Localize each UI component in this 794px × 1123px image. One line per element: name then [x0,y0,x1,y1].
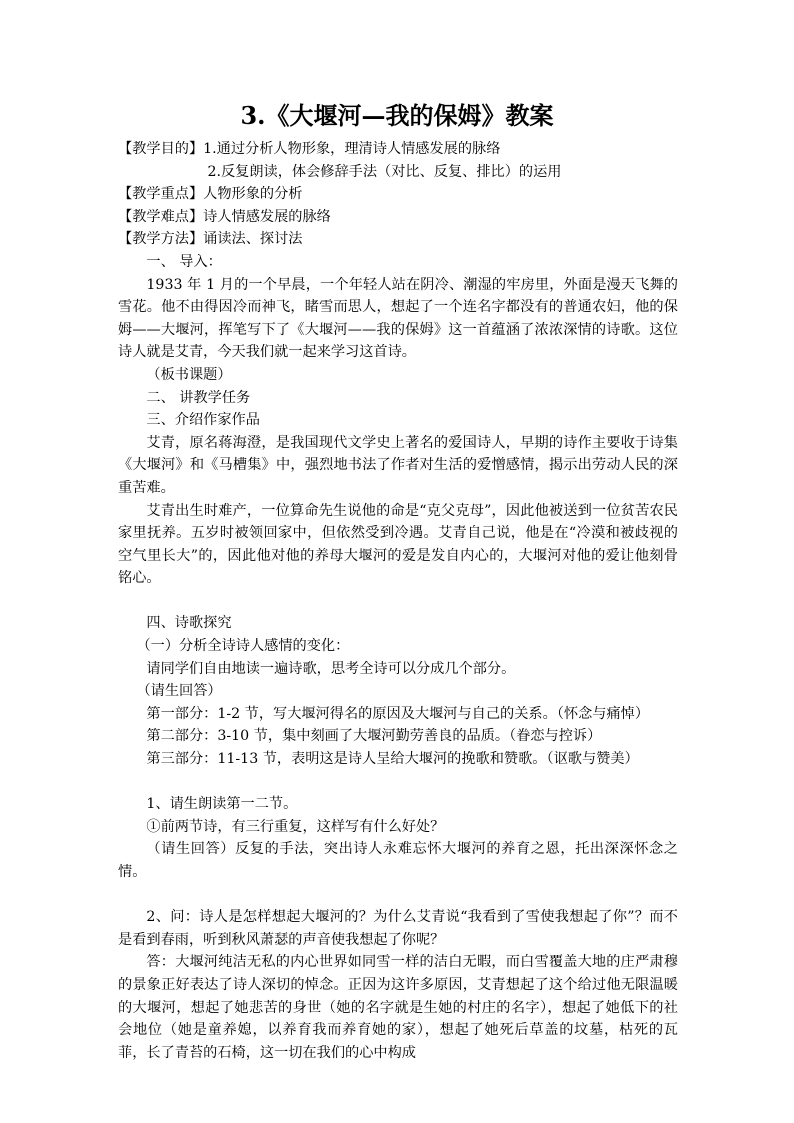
document-title: 3.《大堰河—我的保姆》教案 [240,101,554,130]
goal-2: 2.反复朗读，体会修辞手法（对比、反复、排比）的运用 [207,163,562,180]
difficulty-label: 【教学难点】 [118,208,204,225]
teaching-difficulty-row [118,206,678,229]
student-answer-note: （请生回答） [136,683,222,700]
document-body [118,138,678,1064]
question-1-text: ①前两节诗，有三行重复，这样写有什么好处？ [146,818,445,835]
section-heading-exploration: 四、诗歌探究 [146,615,232,632]
focus-label: 【教学重点】 [118,186,204,203]
teaching-focus-row [118,183,678,206]
poem-part-1: 第一部分：1-2 节，写大堰河得名的原因及大堰河与自己的关系。（怀念与痛悼） [146,705,650,722]
goal-1: 1.通过分析人物形象，理清诗人情感发展的脉络 [203,141,501,157]
subsection-heading: （一）分析全诗诗人感情的变化： [136,638,350,655]
question-1-answer: （请生回答）反复的手法，突出诗人永难忘怀大堰河的养育之恩，托出深深怀念之情。 [118,841,678,880]
question-2-text: 2、问：诗人是怎样想起大堰河的？为什么艾青说“我看到了雪使我想起了你”？而不是看到春雨，听到秋风萧瑟的声音使我想起了你呢？ [118,909,678,948]
board-note: （板书课题） [146,366,232,383]
section-heading-author: 三、介绍作家作品 [146,412,260,429]
blank-line [118,590,678,613]
section-heading-intro: 一、 导入： [146,253,222,270]
question-1-title: 1、请生朗读第一二节。 [146,796,298,813]
difficulty-text: 诗人情感发展的脉络 [203,208,331,225]
teaching-method-row [118,228,678,251]
section-heading-tasks: 二、 讲教学任务 [146,389,251,406]
blank-line [118,771,678,794]
teaching-goals-row [118,138,678,161]
author-paragraph-2: 艾青出生时难产，一位算命先生说他的命是“克父克母”，因此他被送到一位贫苦农民家里抚养。五岁时被领回家中，但依然受到冷遇。艾青自己说，他是在“冷漠和被歧视的空气里长大”的，因此他对他的养母大堰河的爱是发自内心的，大堰河对他的爱让他刻骨铭心。 [118,502,678,587]
focus-text: 人物形象的分析 [203,186,303,203]
question-2-answer: 答：大堰河纯洁无私的内心世界如同雪一样的洁白无暇，而白雪覆盖大地的庄严肃穆的景象正好表达了诗人深切的悼念。正因为这许多原因，艾青想起了这个给过他无限温暖的大堰河，想起了她悲苦的身世（她的名字就是生她的村庄的名字），想起了她低下的社会地位（她是童养媳，以养育我而养育她的家），想起了她死后草盖的坟墓，枯死的瓦菲，长了青苔的石椅，这一切在我们的心中构成 [118,954,678,1061]
method-text: 诵读法、探讨法 [203,231,303,248]
poem-part-3: 第三部分：11-13 节，表明这是诗人呈给大堰河的挽歌和赞歌。（讴歌与赞美） [146,751,639,768]
goals-label: 【教学目的】 [118,141,204,157]
instruction-text: 请同学们自由地读一遍诗歌，思考全诗可以分成几个部分。 [146,660,516,677]
blank-line [118,884,678,907]
author-paragraph-1: 艾青，原名蒋海澄，是我国现代文学史上著名的爱国诗人，早期的诗作主要收于诗集《大堰河》和《马槽集》中，强烈地书法了作者对生活的爱憎感情，揭示出劳动人民的深重苦难。 [118,434,678,496]
poem-part-2: 第二部分：3-10 节，集中刻画了大堰河勤劳善良的品质。（眷恋与控诉） [146,728,602,745]
intro-paragraph: 1933 年 1 月的一个早晨，一个年轻人站在阴冷、潮湿的牢房里，外面是漫天飞舞的雪花。他不由得因冷而神飞，睹雪而思人，想起了一个连名字都没有的普通农妇，他的保姆——大堰河，挥笔写下了《大堰河——我的保姆》这一首蕴涵了浓浓深情的诗歌。这位诗人就是艾青，今天我们就一起来学习这首诗。 [118,276,678,361]
method-label: 【教学方法】 [118,231,204,248]
